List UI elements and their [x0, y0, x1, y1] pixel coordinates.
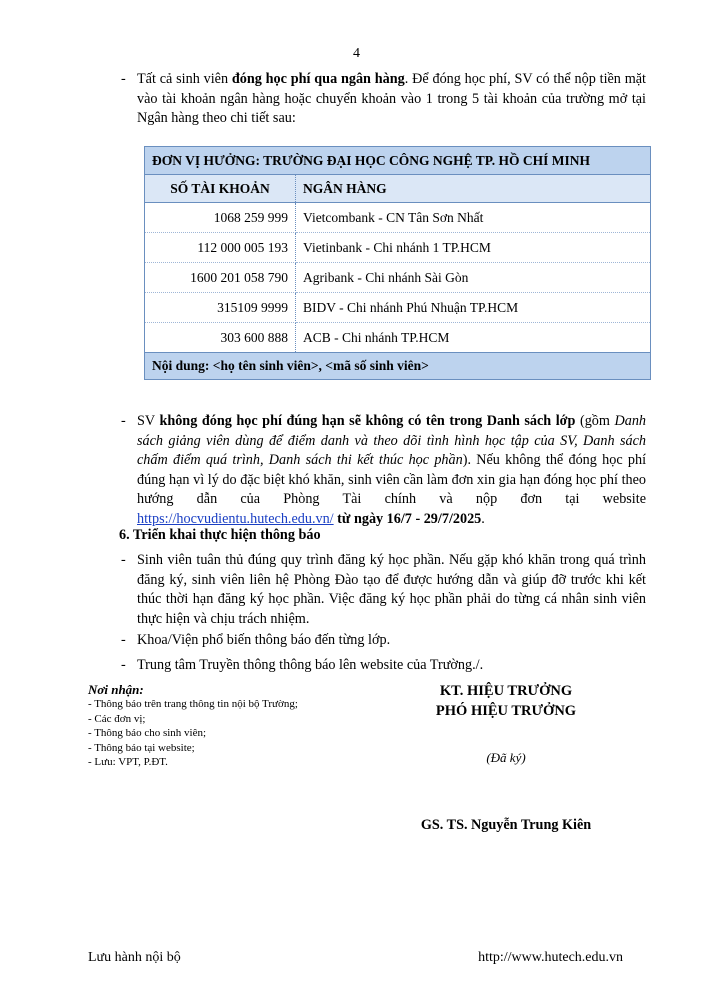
- section-6-heading: 6. Triển khai thực hiện thông báo: [119, 527, 321, 543]
- signature-line1: KT. HIỆU TRƯỞNG: [439, 683, 573, 699]
- recipient-item: - Lưu: VPT, P.ĐT.: [88, 756, 168, 768]
- beneficiary-cell: ĐƠN VỊ HƯỞNG: TRƯỜNG ĐẠI HỌC CÔNG NGHỆ TP. HỒ CHÍ MINH: [145, 147, 651, 175]
- section6-bullet: [121, 631, 646, 651]
- recipient-item: - Thông báo trên trang thông tin nội bộ Trường;: [88, 698, 298, 710]
- text-run: (gồm: [575, 413, 615, 429]
- account-cell: 1600 201 058 790: [145, 263, 296, 293]
- table-row: [145, 203, 651, 233]
- bullet-dash: -: [121, 632, 126, 648]
- bank-cell: Agribank - Chi nhánh Sài Gòn: [296, 263, 651, 293]
- bullet-dash: -: [121, 413, 126, 429]
- recipient-item: - Thông báo tại website;: [88, 741, 195, 754]
- content-note-cell: Nội dung: <họ tên sinh viên>, <mã số sinh viên>: [145, 353, 651, 380]
- table-header-row: [145, 175, 651, 203]
- footer-website: http://www.hutech.edu.vn: [478, 950, 623, 965]
- bank-cell: ACB - Chi nhánh TP.HCM: [296, 323, 651, 353]
- payment-bullet: [121, 70, 646, 129]
- text-run: ). Nếu không thể đóng học phí đúng hạn vì lý do đặc biệt khó khăn, sinh viên cần làm đơn xin gia hạn đóng học phí theo hướng dẫn của Phòng Tài chính và nộp đơn tại website: [137, 452, 647, 507]
- account-cell: 112 000 005 193: [145, 233, 296, 263]
- table-footer-row: [145, 353, 651, 380]
- table-row: [145, 263, 651, 293]
- bank-cell: BIDV - Chi nhánh Phú Nhuận TP.HCM: [296, 293, 651, 323]
- page-number: 4: [353, 46, 360, 61]
- bold-run: đóng học phí qua ngân hàng: [231, 71, 405, 87]
- signed-mark: (Đã ký): [486, 750, 526, 765]
- late-payment-bullet: [121, 412, 647, 529]
- text-run: SV: [137, 413, 160, 429]
- signature-title: [398, 682, 614, 721]
- bank-cell: Vietinbank - Chi nhánh 1 TP.HCM: [296, 233, 651, 263]
- bullet-dash: -: [121, 71, 126, 87]
- text-run: .: [481, 510, 485, 527]
- bullet-text: Trung tâm Truyền thông thông báo lên website của Trường./.: [137, 657, 484, 673]
- tuition-extension-link[interactable]: https://hocvudientu.hutech.edu.vn/: [137, 510, 334, 527]
- bank-cell: Vietcombank - CN Tân Sơn Nhất: [296, 203, 651, 233]
- recipient-item: - Các đơn vị;: [88, 712, 146, 725]
- col-bank-header: NGÂN HÀNG: [296, 175, 651, 203]
- signature-line2: PHÓ HIỆU TRƯỞNG: [435, 702, 577, 719]
- table-row: [145, 323, 651, 353]
- recipient-item: - Thông báo cho sinh viên;: [88, 727, 207, 739]
- section6-bullet: [121, 551, 646, 629]
- table-row: [145, 233, 651, 263]
- table-title-row: [145, 147, 651, 175]
- bullet-text: Sinh viên tuân thủ đúng quy trình đăng ký học phần. Nếu gặp khó khăn trong quá trình đăng ký, sinh viên liên hệ Phòng Đào tạo để được hướng dẫn và giúp đỡ trước khi kết thúc thời hạn đăng ký học phần. Việc đăng ký học phần phải do từng cá nhân sinh viên thực hiện và chịu trách nhiệm.: [137, 552, 646, 627]
- bold-run: từ ngày 16/7 - 29/7/2025: [337, 510, 482, 527]
- bullet-text: Khoa/Viện phổ biến thông báo đến từng lớp.: [137, 632, 391, 648]
- bold-run: không đóng học phí đúng hạn sẽ không có tên trong Danh sách lớp: [159, 413, 576, 429]
- bullet-dash: -: [121, 552, 126, 568]
- account-cell: 303 600 888: [145, 323, 296, 353]
- italic-run: Danh sách giảng viên dùng để điểm danh và theo dõi tình hình học tập của SV, Danh sách chấm điểm quá trình, Danh sách thi kết thúc học phần: [137, 413, 647, 468]
- col-account-header: SỐ TÀI KHOẢN: [145, 175, 296, 203]
- table-row: [145, 293, 651, 323]
- section6-bullet: [121, 656, 646, 676]
- payment-paragraph: [128, 70, 646, 129]
- signer-name: GS. TS. Nguyễn Trung Kiên: [420, 817, 592, 833]
- recipients-title: Nơi nhận:: [88, 682, 144, 697]
- text-run: Tất cả sinh viên: [137, 71, 232, 87]
- late-payment-paragraph: [128, 412, 646, 529]
- bank-account-table: [144, 146, 651, 380]
- footer-left-text: Lưu hành nội bộ: [88, 950, 181, 965]
- bullet-dash: -: [121, 657, 126, 673]
- recipients-block: [88, 682, 298, 770]
- account-cell: 315109 9999: [145, 293, 296, 323]
- account-cell: 1068 259 999: [145, 203, 296, 233]
- text-run: . Để đóng học phí, SV có thể nộp tiền mặt vào tài khoản ngân hàng hoặc chuyển khoản vào 1 trong 5 tài khoản của trường mở tại Ngân hàng theo chi tiết sau:: [137, 71, 646, 126]
